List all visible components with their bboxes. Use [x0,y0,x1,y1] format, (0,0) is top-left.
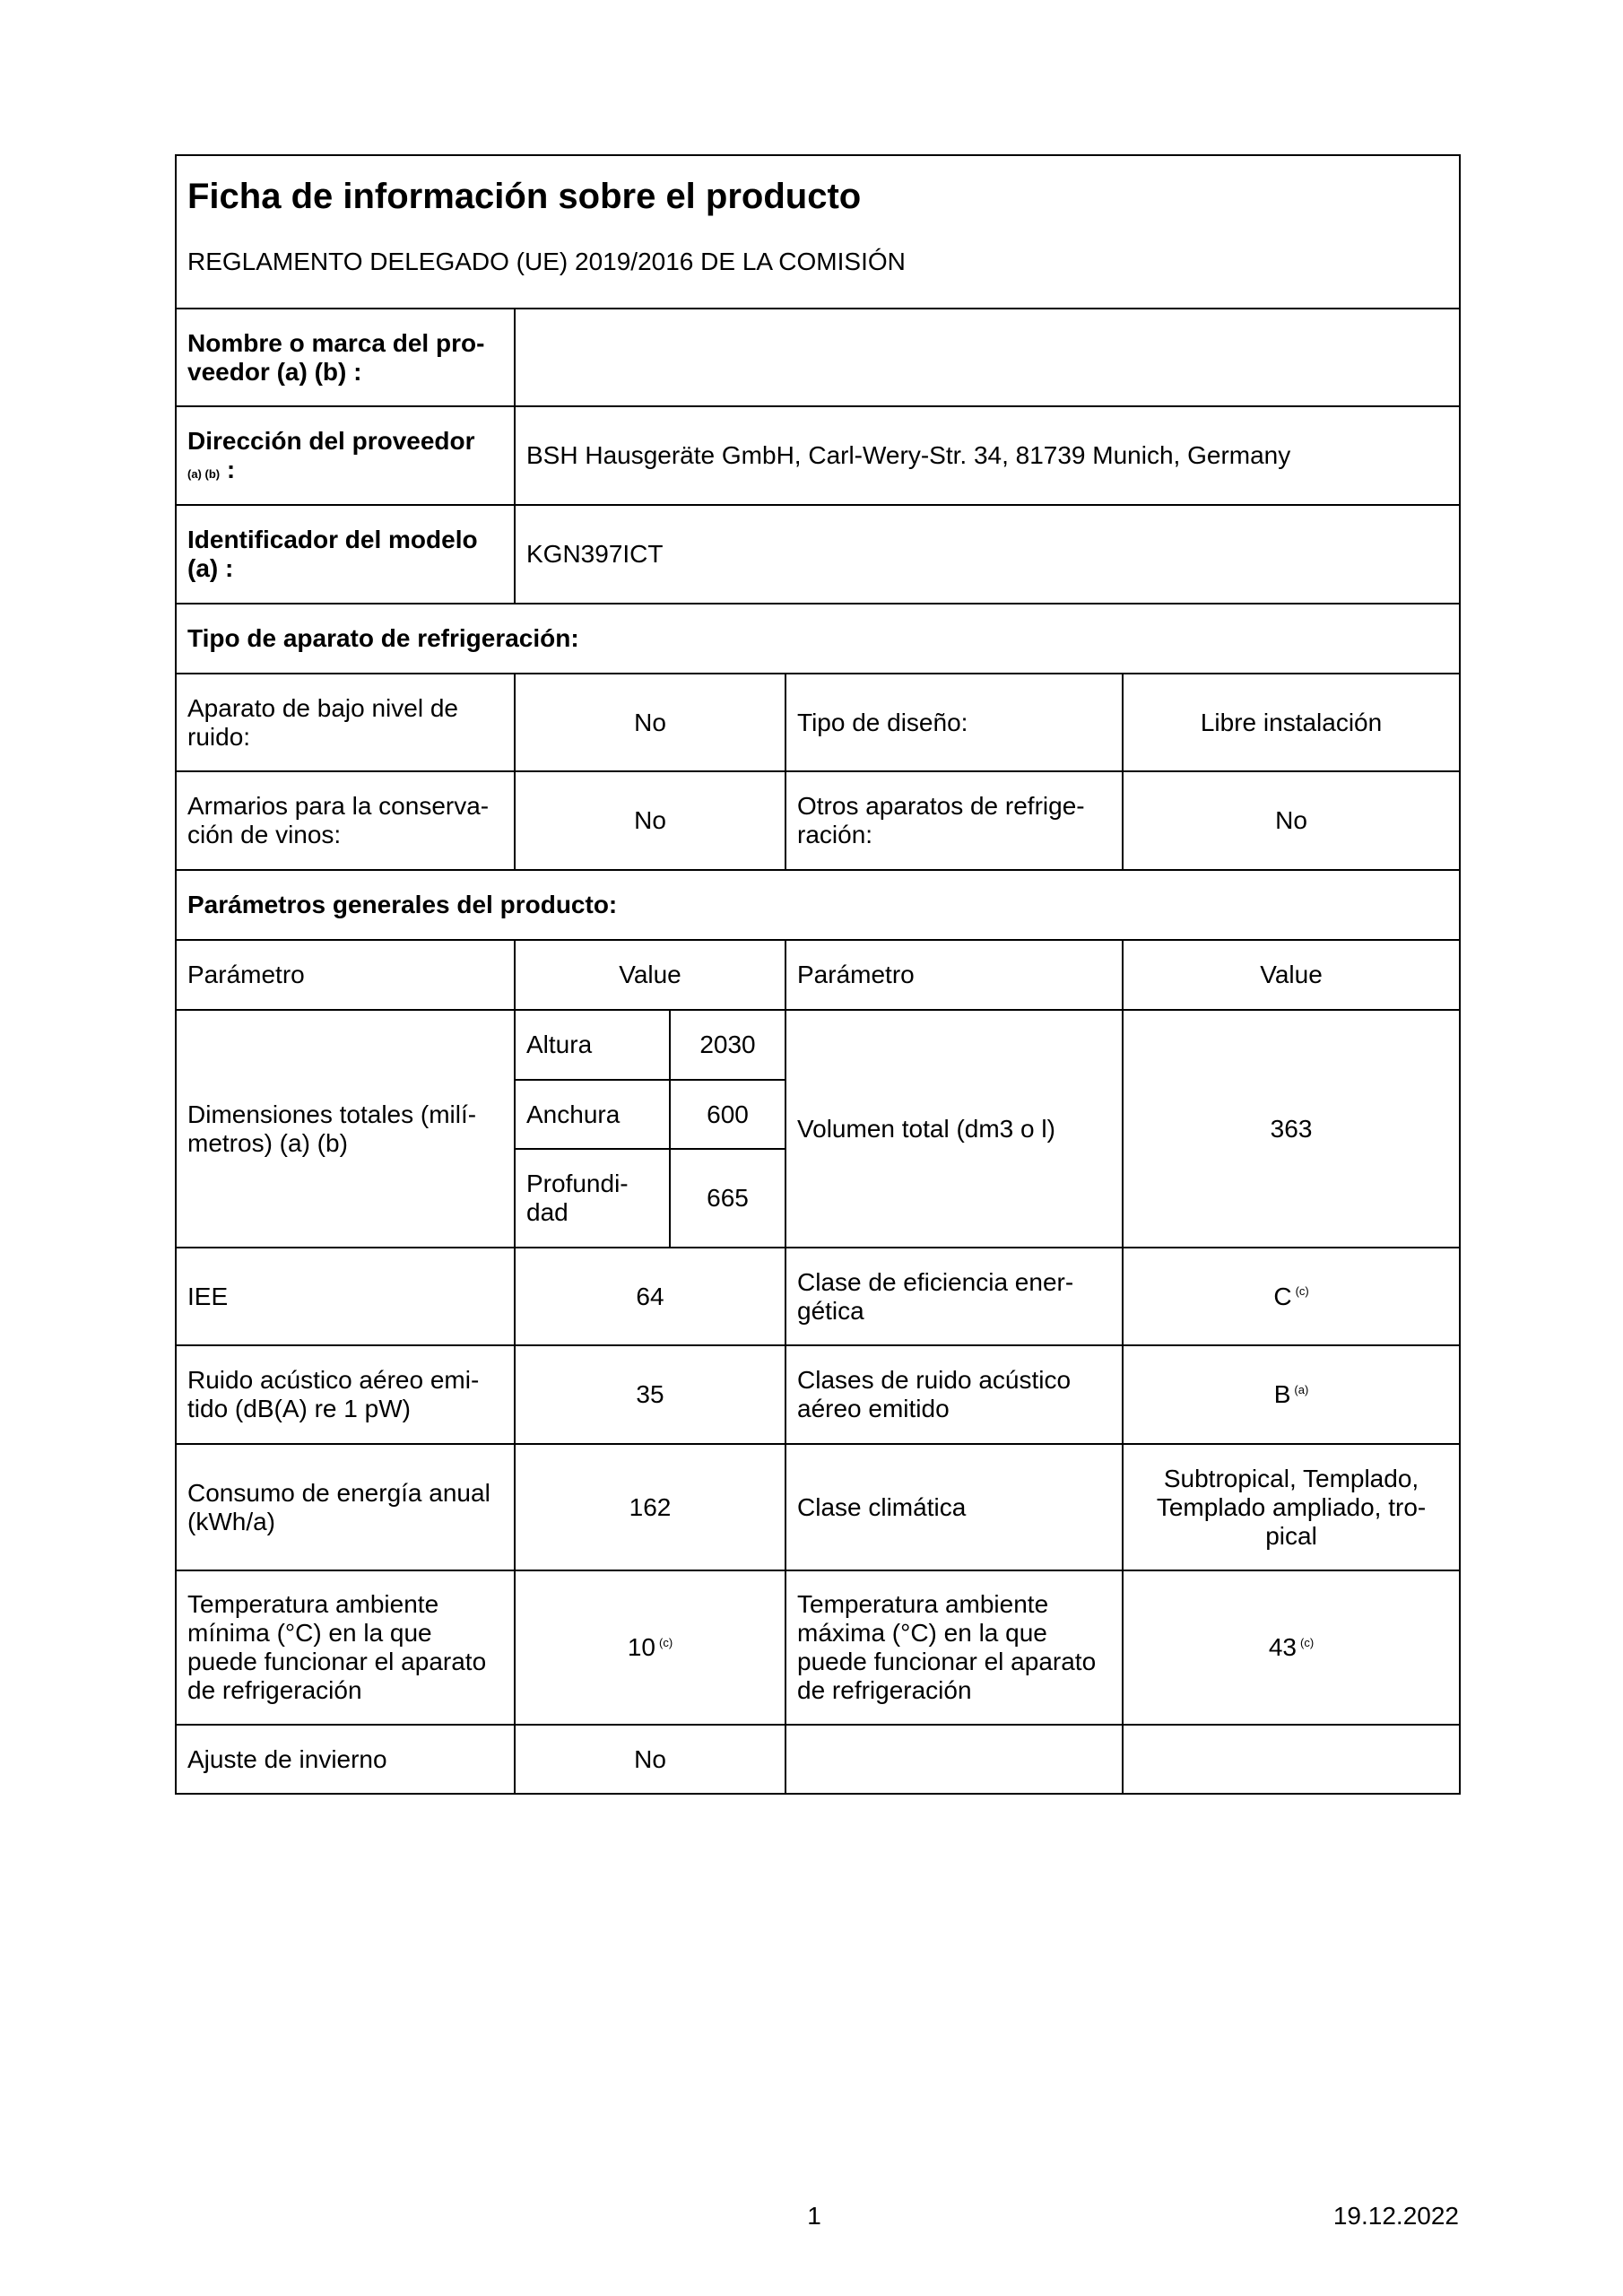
min-temp-note: (c) [658,1635,673,1649]
header-cell [176,155,1460,309]
model-identifier-value: KGN397ICT [515,505,1460,604]
low-noise-value: No [515,674,785,771]
max-temp-value: 43 [1268,1633,1298,1661]
max-temp-note: (c) [1300,1635,1315,1649]
product-information-sheet [175,154,1461,1795]
width-label: Anchura [515,1080,670,1149]
col-header-value-2: Value [1123,940,1460,1010]
document-date: 19.12.2022 [1332,2202,1459,2230]
supplier-address-label-text: Dirección del proveedor [187,427,475,455]
supplier-address-label [176,406,515,505]
min-temp-value: 10 [627,1633,655,1661]
design-type-label: Tipo de diseño: [785,674,1123,771]
col-header-param-2: Parámetro [785,940,1123,1010]
annual-energy-label: Consumo de energía anual (kWh/a) [176,1444,515,1570]
width-value: 600 [670,1080,785,1149]
noise-class-value: B [1273,1380,1291,1408]
depth-label: Profundi-dad [515,1149,670,1248]
design-type-value: Libre instalación [1123,674,1460,771]
annual-energy-value: 162 [515,1444,785,1570]
model-identifier-label: Identificador del modelo (a) : [176,505,515,604]
low-noise-label: Aparato de bajo nivel de ruido: [176,674,515,771]
volume-label: Volumen total (dm3 o l) [785,1010,1123,1248]
min-temp-cell [515,1570,785,1725]
page-title: Ficha de información sobre el producto [187,177,862,216]
supplier-name-label: Nombre o marca del pro-veedor (a) (b) : [176,309,515,406]
volume-value: 363 [1123,1010,1460,1248]
wine-storage-label: Armarios para la conserva-ción de vinos: [176,771,515,870]
winter-setting-label: Ajuste de invierno [176,1725,515,1794]
empty-cell-2 [1123,1725,1460,1794]
noise-emission-label: Ruido acústico aéreo emi-tido (dB(A) re 1 pW) [176,1345,515,1444]
regulation-subtitle: REGLAMENTO DELEGADO (UE) 2019/2016 DE LA COMISIÓN [187,248,906,275]
min-temp-label: Temperatura ambiente mínima (°C) en la que puede funcionar el aparato de refrigeración [176,1570,515,1725]
efficiency-class-cell [1123,1248,1460,1345]
eei-value: 64 [515,1248,785,1345]
height-label: Altura [515,1010,670,1080]
height-value: 2030 [670,1010,785,1080]
appliance-type-heading: Tipo de aparato de refrigeración: [176,604,1460,674]
climate-class-value: Subtropical, Templado, Templado ampliado, tro-pical [1123,1444,1460,1570]
supplier-address-colon: : [226,456,236,483]
page-number: 1 [807,2202,821,2230]
general-params-heading: Parámetros generales del producto: [176,870,1460,940]
noise-class-note: (a) [1294,1382,1309,1396]
max-temp-cell [1123,1570,1460,1725]
noise-emission-value: 35 [515,1345,785,1444]
other-appliance-label: Otros aparatos de refrige-ración: [785,771,1123,870]
col-header-value-1: Value [515,940,785,1010]
efficiency-class-note: (c) [1295,1284,1309,1299]
supplier-address-notes: (a) (b) [187,467,221,481]
supplier-name-value [515,309,1460,406]
winter-setting-value: No [515,1725,785,1794]
noise-class-label: Clases de ruido acústico aéreo emitido [785,1345,1123,1444]
col-header-param-1: Parámetro [176,940,515,1010]
efficiency-class-label: Clase de eficiencia ener-gética [785,1248,1123,1345]
supplier-address-value: BSH Hausgeräte GmbH, Carl-Wery-Str. 34, 81739 Munich, Germany [515,406,1460,505]
dimensions-label: Dimensiones totales (milí-metros) (a) (b) [176,1010,515,1248]
noise-class-cell [1123,1345,1460,1444]
climate-class-label: Clase climática [785,1444,1123,1570]
max-temp-label: Temperatura ambiente máxima (°C) en la que puede funcionar el aparato de refrigeración [785,1570,1123,1725]
empty-cell-1 [785,1725,1123,1794]
wine-storage-value: No [515,771,785,870]
other-appliance-value: No [1123,771,1460,870]
eei-label: IEE [176,1248,515,1345]
depth-value: 665 [670,1149,785,1248]
efficiency-class-value: C [1273,1282,1292,1310]
